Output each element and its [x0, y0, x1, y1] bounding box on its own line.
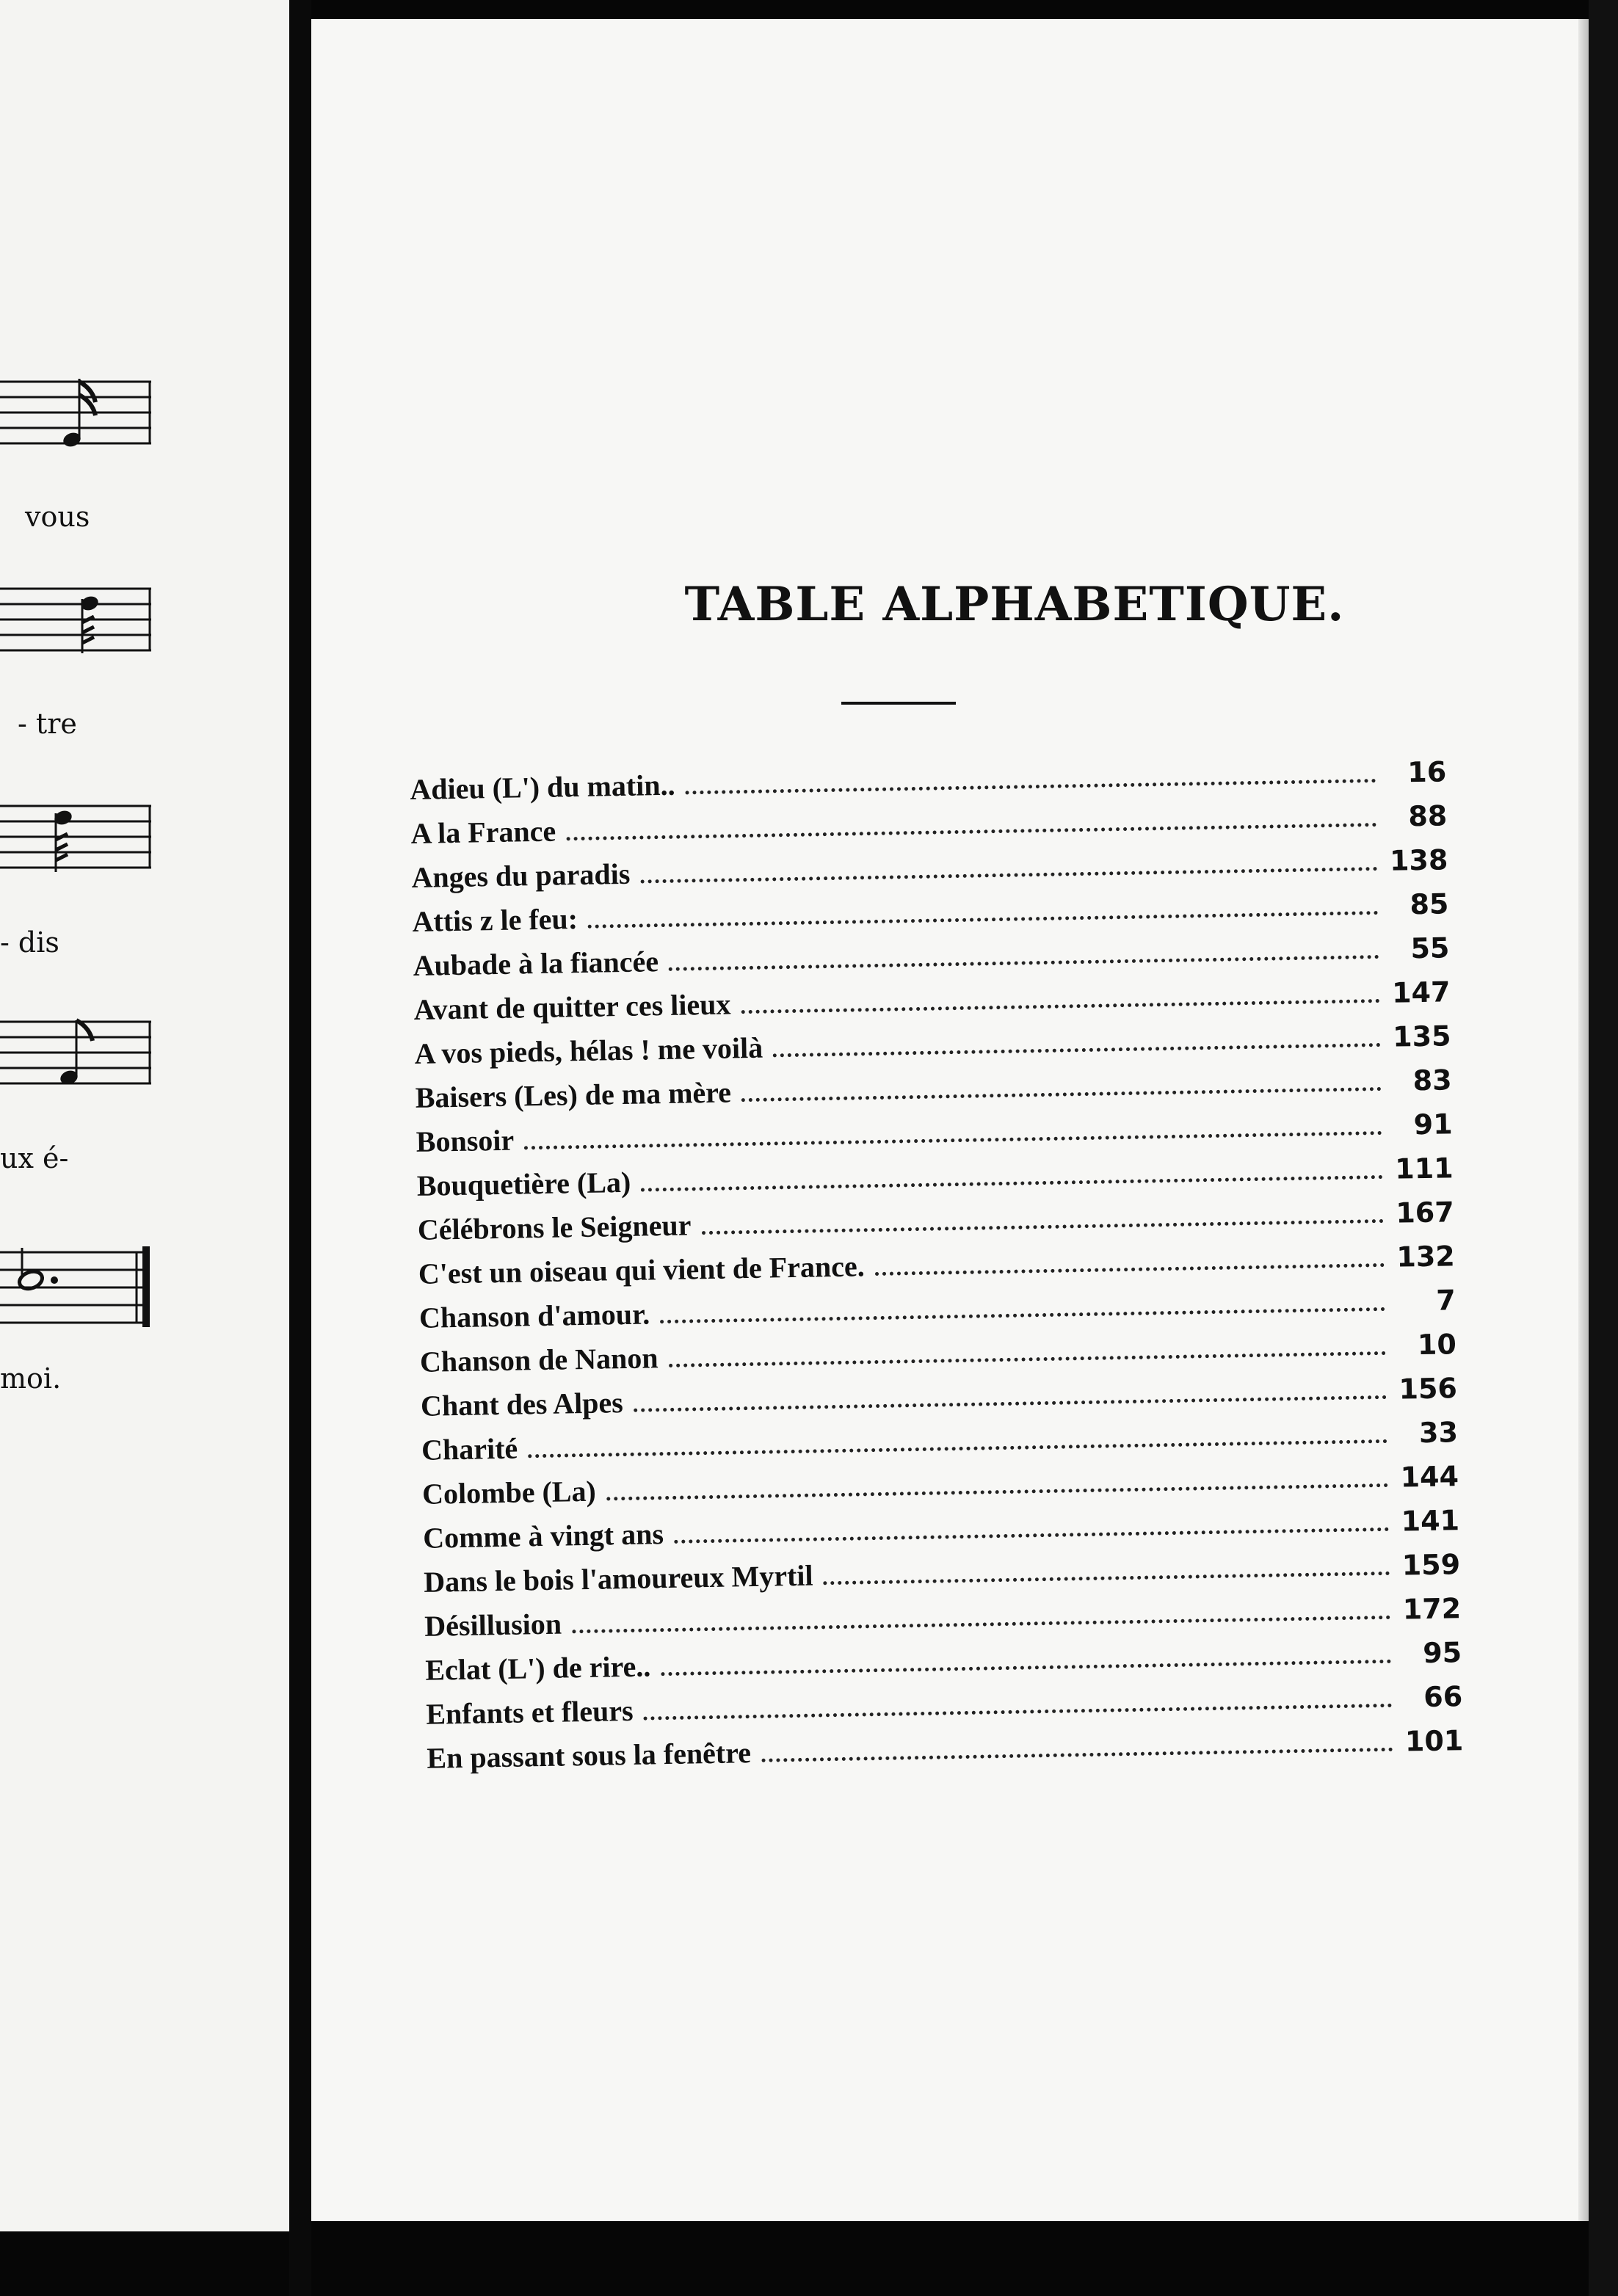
toc-entry-page-number: 101	[1404, 1724, 1464, 1758]
toc-entry-title: En passant sous la fenêtre	[427, 1736, 752, 1775]
toc-entry-page-number: 156	[1398, 1372, 1458, 1406]
toc-list	[410, 754, 1464, 1784]
toc-entry-page-number: 144	[1400, 1460, 1459, 1494]
lyric-syllable-1: vous	[25, 501, 90, 533]
toc-entry-title: Célébrons le Seigneur	[417, 1208, 692, 1246]
dot-leader	[606, 1483, 1388, 1501]
dot-leader	[524, 1131, 1382, 1149]
toc-entry-title: Anges du paradis	[411, 857, 631, 894]
toc-entry-title: Aubade à la fiancée	[413, 945, 659, 982]
toc-entry-title: Charité	[421, 1431, 518, 1467]
dot-leader	[640, 867, 1377, 884]
toc-entry-title: Avant de quitter ces lieux	[413, 987, 731, 1026]
toc-entry-title: Baisers (Les) de ma mère	[415, 1075, 732, 1114]
music-stave-4	[0, 1017, 153, 1088]
toc-entry-page-number: 85	[1410, 887, 1449, 921]
lyric-syllable-4: ux é-	[0, 1142, 69, 1174]
toc-entry-page-number: 10	[1417, 1328, 1457, 1362]
toc-entry-title: Bonsoir	[416, 1123, 515, 1158]
toc-entry-page-number: 132	[1396, 1240, 1456, 1274]
toc-entry-title: Eclat (L') de rire..	[424, 1649, 651, 1687]
dot-leader	[875, 1263, 1385, 1276]
toc-entry-title: Désillusion	[424, 1607, 562, 1643]
toc-entry-title: Bouquetière (La)	[416, 1165, 631, 1202]
music-stave-5	[0, 1239, 153, 1333]
dot-leader	[674, 1527, 1389, 1544]
toc-entry-page-number: 66	[1423, 1680, 1463, 1714]
toc-entry-page-number: 91	[1413, 1108, 1453, 1141]
dot-leader	[669, 955, 1379, 971]
toc-entry-page-number: 88	[1407, 799, 1448, 833]
dot-leader	[686, 779, 1376, 794]
toc-entry-page-number: 7	[1435, 1284, 1456, 1317]
dot-leader	[660, 1307, 1385, 1323]
toc-entry-title: Adieu (L') du matin..	[410, 768, 675, 806]
dot-leader	[669, 1351, 1386, 1367]
lyric-syllable-3: - dis	[0, 926, 59, 959]
toc-entry-page-number: 83	[1412, 1064, 1452, 1097]
toc-entry-title: A vos pieds, hélas ! me voilà	[414, 1031, 763, 1070]
music-stave-1	[0, 377, 153, 448]
dot-leader	[588, 911, 1378, 929]
dot-leader	[634, 1395, 1387, 1412]
toc-entry-title: Attis z le feu:	[412, 902, 578, 938]
toc-entry-title: C'est un oiseau qui vient de France.	[418, 1249, 866, 1290]
dot-leader	[661, 1660, 1391, 1676]
lyric-syllable-2: - tre	[18, 708, 77, 740]
toc-entry-page-number: 33	[1418, 1416, 1459, 1450]
toc-entry-title: Colombe (La)	[421, 1474, 597, 1511]
music-stave-3	[0, 802, 153, 872]
dot-leader	[641, 1175, 1382, 1192]
dot-leader	[824, 1572, 1390, 1585]
left-page	[0, 0, 289, 2231]
toc-entry-title: Chant des Alpes	[420, 1386, 624, 1423]
toc-entry-page-number: 111	[1394, 1152, 1454, 1185]
title-rule	[841, 702, 956, 705]
toc-entry-title: Chanson de Nanon	[419, 1341, 659, 1378]
toc-entry-page-number: 141	[1401, 1504, 1460, 1538]
dot-leader	[528, 1439, 1387, 1458]
toc-entry-title: Dans le bois l'amoureux Myrtil	[423, 1558, 813, 1599]
toc-entry-page-number: 167	[1395, 1196, 1455, 1229]
music-stave-2	[0, 584, 153, 655]
toc-entry-page-number: 159	[1401, 1548, 1461, 1582]
toc-entry-title: Chanson d'amour.	[418, 1297, 650, 1334]
dot-leader	[702, 1219, 1384, 1235]
toc-entry-page-number: 135	[1392, 1020, 1451, 1053]
lyric-syllable-5: moi.	[0, 1362, 62, 1395]
dot-leader	[741, 1087, 1382, 1102]
toc-entry-title: Enfants et fleurs	[426, 1693, 634, 1731]
dot-leader	[773, 1043, 1380, 1057]
book-gutter	[289, 0, 311, 2296]
dot-leader	[572, 1616, 1390, 1633]
toc-entry-title: A la France	[410, 814, 556, 850]
toc-entry-page-number: 95	[1422, 1636, 1462, 1670]
scan-edge	[1589, 0, 1618, 2296]
right-page	[311, 19, 1589, 2221]
dot-leader	[741, 999, 1380, 1014]
dot-leader	[566, 823, 1376, 840]
toc-entry-title: Comme à vingt ans	[422, 1517, 664, 1555]
dot-leader	[644, 1704, 1393, 1721]
dot-leader	[761, 1748, 1393, 1762]
toc-entry-page-number: 138	[1389, 843, 1448, 877]
toc-entry-page-number: 55	[1410, 931, 1450, 965]
toc-entry-page-number: 16	[1407, 755, 1447, 789]
toc-entry-page-number: 147	[1391, 976, 1451, 1009]
page-title: TABLE ALPHABETIQUE.	[684, 577, 1345, 632]
toc-entry-page-number: 172	[1402, 1592, 1462, 1626]
